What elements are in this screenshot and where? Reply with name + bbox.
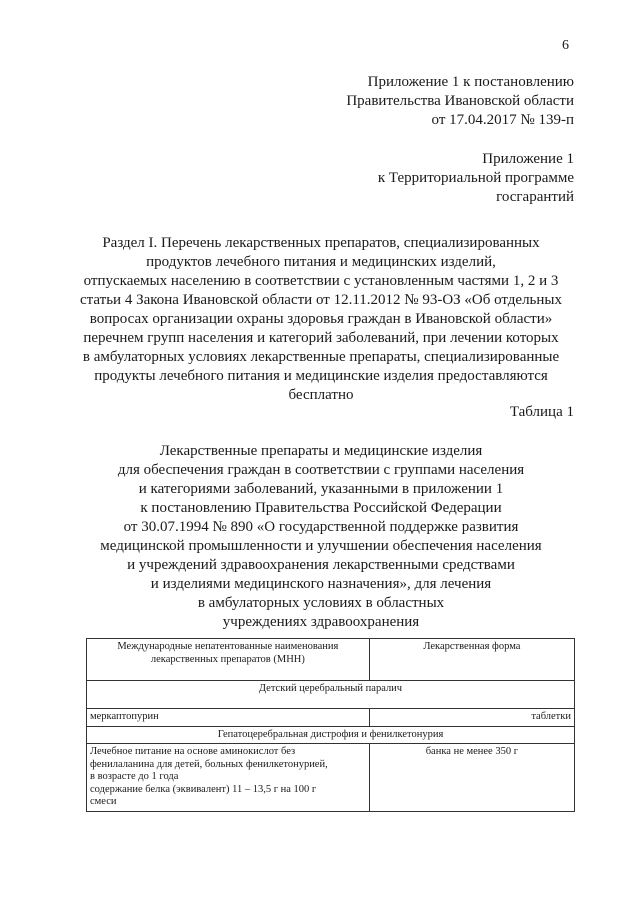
table-caption-line: медицинской промышленности и улучшении обеспечения населения [100,538,542,554]
section-title-line: перечнем групп населения и категорий заболеваний, при лечении которых [83,330,559,346]
appendix-header [346,73,574,130]
table-row [87,744,575,812]
program-header-line: к Территориальной программе [377,170,574,186]
group-cell: Гепатоцеребральная дистрофия и фенилкетонурия [87,726,575,744]
header-mnn-line: лекарственных препаратов (МНН) [150,653,305,665]
table-caption-line: учреждениях здравоохранения [222,614,420,630]
table-caption-line: Лекарственные препараты и медицинские изделия [159,443,483,459]
table-group-row [87,681,575,709]
table-caption-line: в амбулаторных условиях в областных [197,595,445,611]
drugs-table [86,638,575,812]
section-title-line: бесплатно [288,387,354,403]
drug-name-line: в возрасте до 1 года [90,771,179,782]
section-title-line: Раздел I. Перечень лекарственных препаратов, специализированных [102,235,540,251]
drug-name-line: Лечебное питание на основе аминокислот без [90,746,296,757]
table-caption-line: для обеспечения граждан в соответствии с группами населения [117,462,525,478]
section-title [64,234,578,405]
table-header-row [87,639,575,681]
section-title-line: вопросах организации охраны здоровья граждан в Ивановской области» [89,311,553,327]
header-mnn-line: Международные непатентованные наименования [117,641,339,652]
drug-form-cell: банка не менее 350 г [369,744,574,812]
section-title-line: в амбулаторных условиях лекарственные препараты, специализированные [82,349,560,365]
appendix-header-line: Правительства Ивановской области [346,93,574,109]
section-title-line: продуктов лечебного питания и медицинских изделий, [146,254,496,270]
appendix-header-line: от 17.04.2017 № 139-п [431,112,574,128]
table-row [87,709,575,727]
drug-name-line: содержание белка (эквивалент) 11 – 13,5 г на 100 г [90,783,317,795]
header-cell-form: Лекарственная форма [369,639,574,681]
table-caption-line: к постановлению Правительства Российской Федерации [140,500,502,516]
table-caption [64,442,578,632]
section-title-line: продукты лечебного питания и медицинские изделия предоставляются [94,368,548,384]
section-title-line: отпускаемых населению в соответствии с установленным частями 1, 2 и 3 [83,273,559,289]
table-caption-line: и категориями заболеваний, указанными в приложении 1 [138,481,504,497]
header-cell-mnn [87,639,370,681]
table-caption-line: и изделиями медицинского назначения», для лечения [150,576,492,592]
table-caption-line: от 30.07.1994 № 890 «О государственной поддержке развития [123,519,519,535]
program-header [378,150,574,207]
table-label: Таблица 1 [509,404,574,420]
group-cell: Детский церебральный паралич [87,681,575,709]
page-number: 6 [562,38,569,53]
drug-name-cell: меркаптопурин [87,709,370,727]
appendix-header-line: Приложение 1 к постановлению [367,74,574,90]
drug-form-cell: таблетки [369,709,574,727]
drug-name-line: фенилаланина для детей, больных фенилкетонурией, [90,758,328,770]
program-header-line: Приложение 1 [482,151,574,167]
table-caption-line: и учреждений здравоохранения лекарственными средствами [127,557,515,573]
drug-name-line: смеси [90,796,117,807]
table-group-row [87,726,575,744]
drug-name-cell [87,744,370,812]
program-header-line: госгарантий [496,189,574,205]
section-title-line: статьи 4 Закона Ивановской области от 12.11.2012 № 93-ОЗ «Об отдельных [79,292,563,308]
